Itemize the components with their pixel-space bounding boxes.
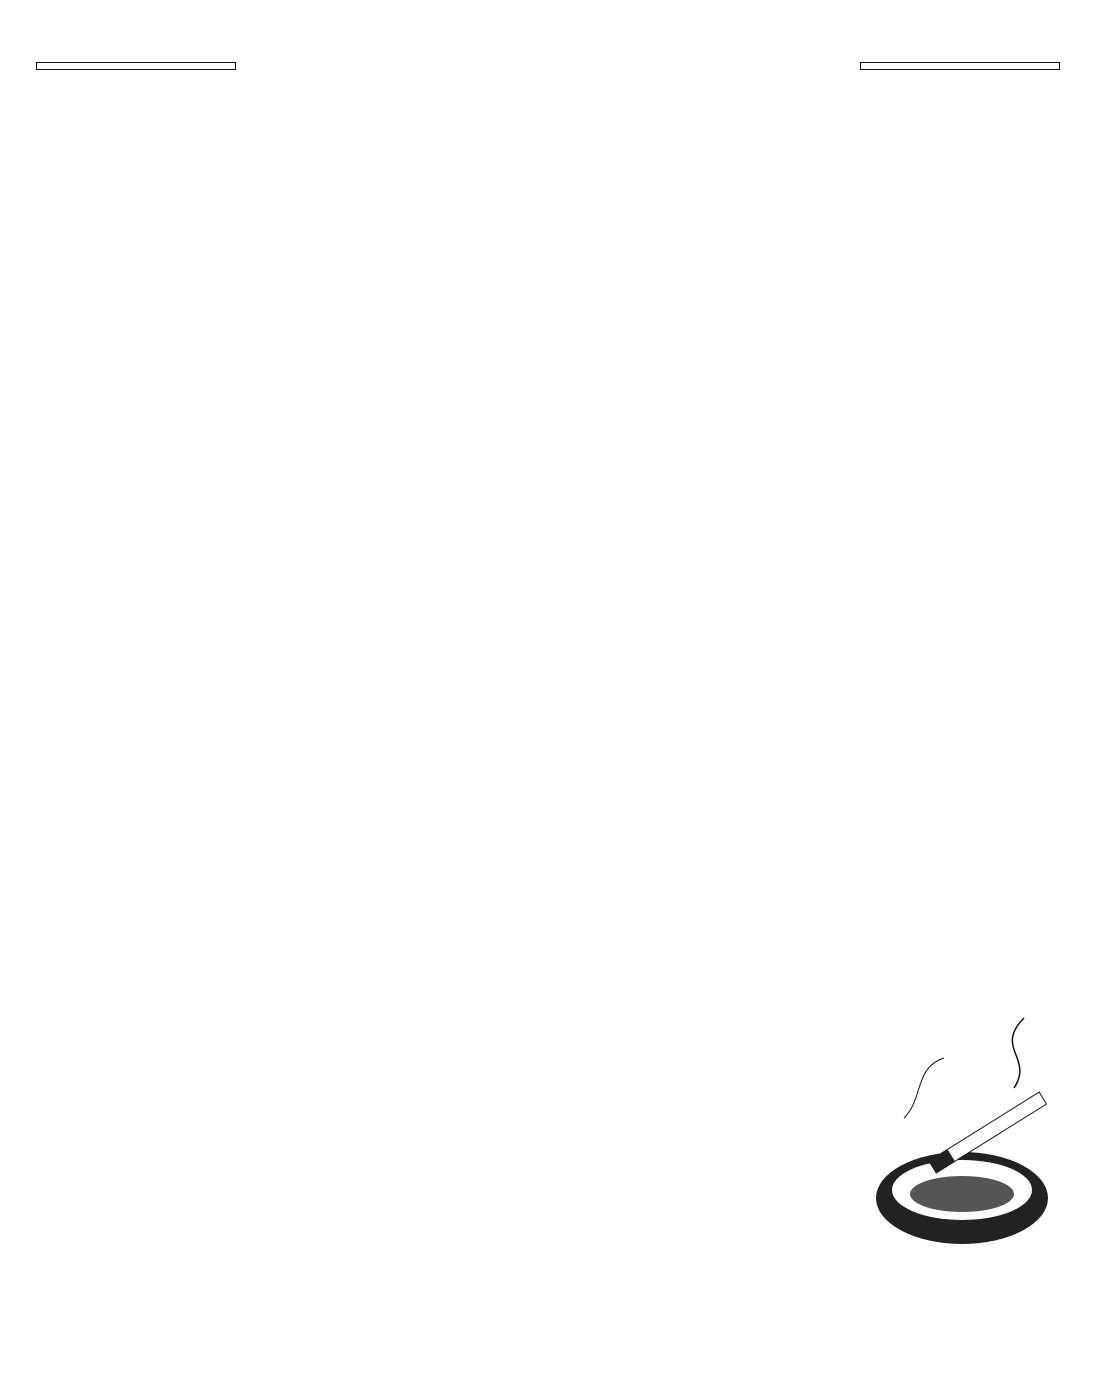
weather-box-left: [36, 62, 236, 70]
cigarette-illustration: [864, 908, 1060, 1278]
weather-box-right: [860, 62, 1060, 70]
de-reszke-advert: [864, 908, 1060, 1278]
